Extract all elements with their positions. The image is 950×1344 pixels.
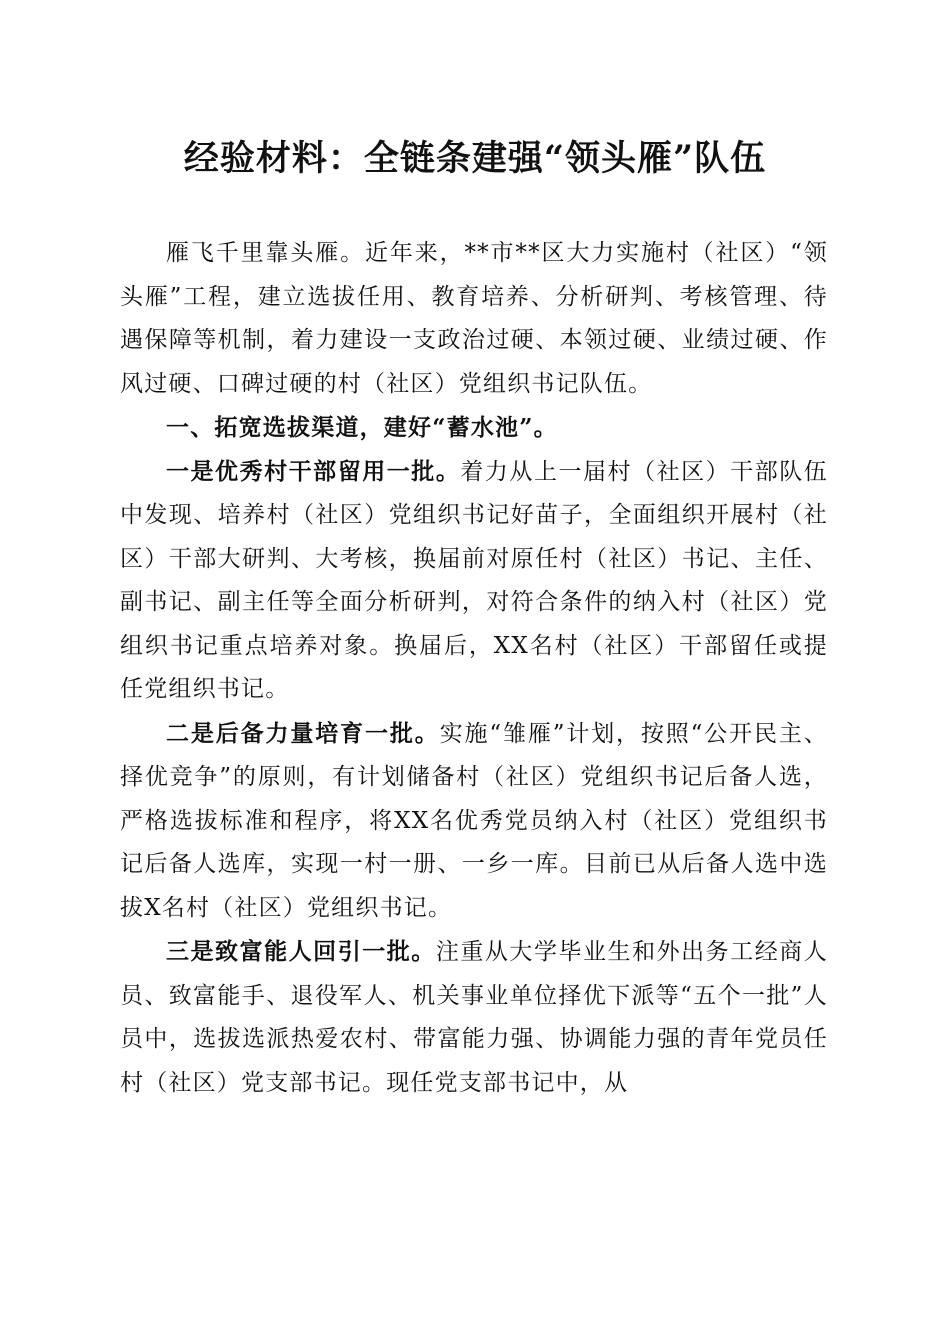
document-title: 经验材料：全链条建强“领头雁”队伍	[183, 138, 767, 179]
paragraph-3	[120, 930, 828, 1105]
paragraph-3-text: 注重从大学毕业生和外出务工经商人员、致富能手、退役军人、机关事业单位择优下派等“五个一批”人员中，选拔选派热爱农村、带富能力强、协调能力强的青年党员任村（社区）党支部书记。现任党支部书记中，从	[120, 939, 829, 1096]
paragraph-2	[120, 712, 828, 931]
paragraph-2-text: 实施“雏雁”计划，按照“公开民主、择优竞争”的原则，有计划储备村（社区）党组织书记后备人选，严格选拔标准和程序，将XX名优秀党员纳入村（社区）党组织书记后备人选库，实现一村一册、一乡一库。目前已从后备人选中选拔X名村（社区）党组织书记。	[120, 720, 828, 921]
paragraph-1	[120, 450, 828, 712]
paragraph-3-lead: 三是致富能人回引一批。	[166, 938, 436, 965]
document-body	[120, 232, 828, 1105]
intro-paragraph: 雁飞千里靠头雁。近年来，**市**区大力实施村（社区）“领头雁”工程，建立选拔任用、教育培养、分析研判、考核管理、待遇保障等机制，着力建设一支政治过硬、本领过硬、业绩过硬、作风过硬、口碑过硬的村（社区）党组织书记队伍。	[120, 240, 828, 397]
paragraph-2-lead: 二是后备力量培育一批。	[166, 719, 440, 747]
paragraph-1-text: 着力从上一届村（社区）干部队伍中发现、培养村（社区）党组织书记好苗子，全面组织开展村（社区）干部大研判、大考核，换届前对原任村（社区）书记、主任、副书记、副主任等全面分析研判，对符合条件的纳入村（社区）党组织书记重点培养对象。换届后，XX名村（社区）干部留任或提任党组织书记。	[120, 458, 829, 702]
paragraph-1-lead: 一是优秀村干部留用一批。	[166, 457, 461, 485]
section-1-heading: 一、拓宽选拔渠道，建好“蓄水池”。	[166, 414, 558, 441]
